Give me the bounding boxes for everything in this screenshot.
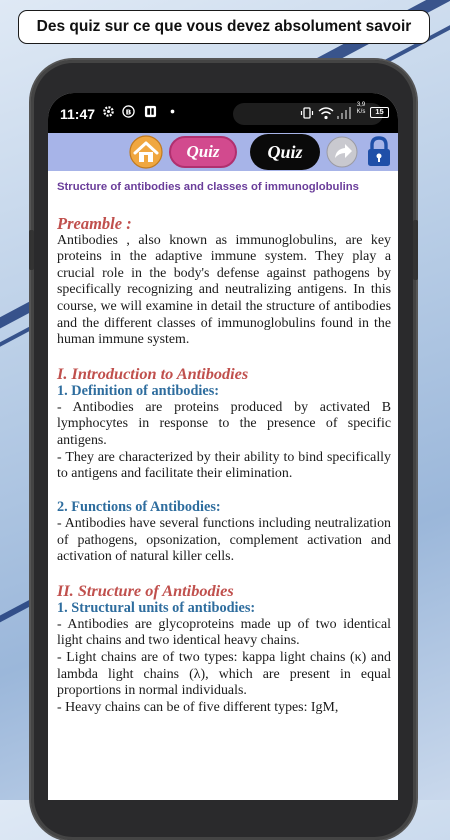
intro-paragraph: Antibodies , also known as immunoglobulins, are key proteins in the adaptive immune system. They play a crucial role in the body's defense against pathogens by specifically recognizing and neutralizing antigens. In this course, we will examine in detail the structure of antibodies and the different classes of immunoglobulins found in the human immune system. — [57, 232, 391, 348]
subsection-heading-functions: 2. Functions of Antibodies: — [57, 499, 221, 516]
preamble-heading: Preamble : — [57, 214, 132, 233]
share-button[interactable] — [326, 136, 358, 168]
paragraph-functions: - Antibodies have several functions including neutralization of pathogens, opsonization, complement activation and activation of natural killer cells. — [57, 515, 391, 565]
lock-icon — [368, 138, 390, 166]
b-badge-icon — [122, 105, 135, 118]
svg-text:B: B — [125, 107, 132, 117]
app-toolbar — [48, 133, 398, 171]
status-time: 11:47 — [60, 106, 96, 122]
battery-indicator — [370, 107, 389, 118]
promo-banner-text: Des quiz sur ce que vous devez absolument savoir — [36, 18, 412, 35]
promo-banner — [18, 10, 430, 44]
lesson-article — [57, 213, 391, 716]
signal-icon — [336, 106, 352, 120]
paragraph-definition-2: - They are characterized by their ability to bind specifically to antigens and facilitate their elimination. — [57, 449, 391, 482]
vibrate-icon — [300, 106, 314, 120]
section-heading-introduction: I. Introduction to Antibodies — [57, 364, 249, 384]
quiz-button-pink[interactable] — [169, 136, 237, 168]
quiz-button-black[interactable] — [250, 134, 320, 170]
phone-side-button — [29, 230, 34, 270]
quiz-button-black-label: Quiz — [267, 141, 303, 162]
lesson-subtitle: Structure of antibodies and classes of immunoglobulins — [57, 181, 359, 193]
paragraph-structure-2: - Light chains are of two types: kappa light chains (κ) and lambda light chains (λ), which are present in equal proportions in normal individuals. — [57, 649, 391, 699]
section-heading-structure: II. Structure of Antibodies — [57, 581, 234, 601]
paragraph-structure-1: - Antibodies are glycoproteins made up of two identical light chains and two identical heavy chains. — [57, 616, 391, 649]
settings-gear-icon — [102, 105, 115, 118]
subsection-heading-definition: 1. Definition of antibodies: — [57, 383, 220, 400]
network-speed: 3,9 K/s — [356, 102, 366, 115]
phone-side-button — [413, 220, 418, 280]
paragraph-structure-3: - Heavy chains can be of five different types: IgM, — [57, 699, 339, 715]
quiz-button-pink-label: Quiz — [186, 142, 220, 161]
home-button[interactable] — [128, 135, 164, 169]
subsection-heading-structural-units: 1. Structural units of antibodies: — [57, 600, 256, 617]
app-notification-icon — [144, 105, 157, 118]
battery-level: 15 — [375, 107, 384, 116]
dot-icon — [166, 105, 179, 118]
lesson-content[interactable] — [48, 171, 398, 800]
paragraph-definition-1: - Antibodies are proteins produced by activated B lymphocytes in response to the presence of specific antigens. — [57, 399, 391, 449]
lock-button[interactable] — [363, 135, 395, 169]
status-bar — [48, 93, 398, 133]
wifi-icon — [318, 106, 334, 120]
phone-screen — [48, 93, 398, 800]
